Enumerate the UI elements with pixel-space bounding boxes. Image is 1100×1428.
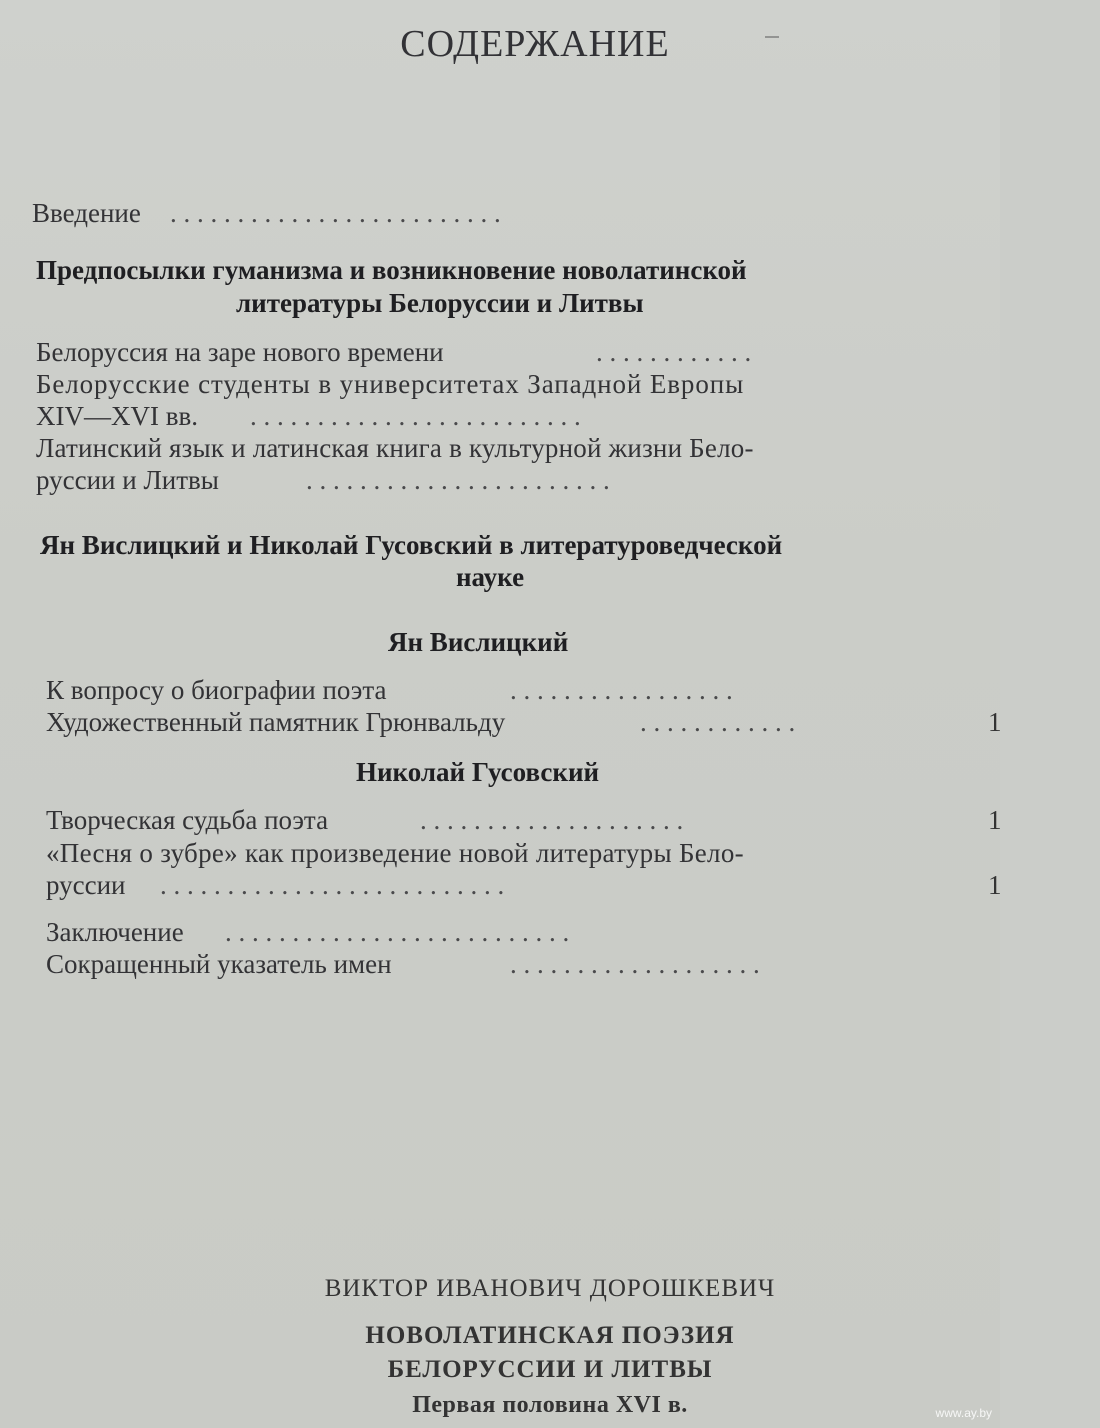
toc-leader-dots: . . . . . . . . . . . . [596,337,752,367]
subsection-heading: Ян Вислицкий [388,627,569,657]
subsection-heading: Николай Гусовский [356,757,600,787]
imprint-title: БЕЛОРУССИИ И ЛИТВЫ [387,1356,713,1383]
toc-entry: Латинский язык и латинская книга в культурной жизни Бело- [36,433,754,463]
toc-leader-dots: . . . . . . . . . . . . . . . . . . . [510,949,760,979]
print-mark [765,36,779,38]
toc-entry: К вопросу о биографии поэта [46,675,387,705]
toc-entry: Заключение [46,917,184,947]
toc-entry: Художественный памятник Грюнвальду [46,707,506,737]
toc-leader-dots: . . . . . . . . . . . . . . . . . . . . . . . . . . [160,870,505,900]
toc-entry: XIV—XVI вв. [36,401,198,431]
toc-entry: Сокращенный указатель имен [46,949,392,979]
toc-leader-dots: . . . . . . . . . . . . . . . . . . . . . . . . . [250,401,581,431]
toc-leader-dots: . . . . . . . . . . . . . . . . . . . . . . . . . [170,198,501,228]
section-heading: литературы Белоруссии и Литвы [236,288,644,318]
toc-page-number: 1 [988,870,1002,900]
page-title: СОДЕРЖАНИЕ [400,23,670,65]
toc-entry: руссии и Литвы [36,465,219,495]
watermark: www.ay.by [935,1406,992,1420]
toc-page-number: 1 [988,707,1002,737]
section-heading: Ян Вислицкий и Николай Гусовский в литературоведческой [40,530,783,560]
toc-leader-dots: . . . . . . . . . . . . . . . . . . . . [420,805,684,835]
toc-leader-dots: . . . . . . . . . . . . . . . . . [510,675,733,705]
imprint-title: НОВОЛАТИНСКАЯ ПОЭЗИЯ [365,1322,735,1349]
toc-entry: «Песня о зубре» как произведение новой литературы Бело- [46,838,744,868]
toc-entry: руссии [46,870,126,900]
toc-entry: Белоруссия на заре нового времени [36,337,444,367]
toc-leader-dots: . . . . . . . . . . . . . . . . . . . . . . . [306,465,610,495]
imprint-author: ВИКТОР ИВАНОВИЧ ДОРОШКЕВИЧ [324,1275,776,1302]
section-heading: науке [456,562,525,592]
toc-entry: Белорусские студенты в университетах Западной Европы [36,369,745,399]
toc-entry-intro: Введение [32,198,141,228]
imprint-subtitle: Первая половина XVI в. [412,1392,688,1418]
toc-leader-dots: . . . . . . . . . . . . . . . . . . . . . . . . . . [225,917,570,947]
toc-page-number: 1 [988,805,1002,835]
section-heading: Предпосылки гуманизма и возникновение новолатинской [36,255,747,285]
toc-entry: Творческая судьба поэта [46,805,329,835]
toc-leader-dots: . . . . . . . . . . . . [640,707,796,737]
